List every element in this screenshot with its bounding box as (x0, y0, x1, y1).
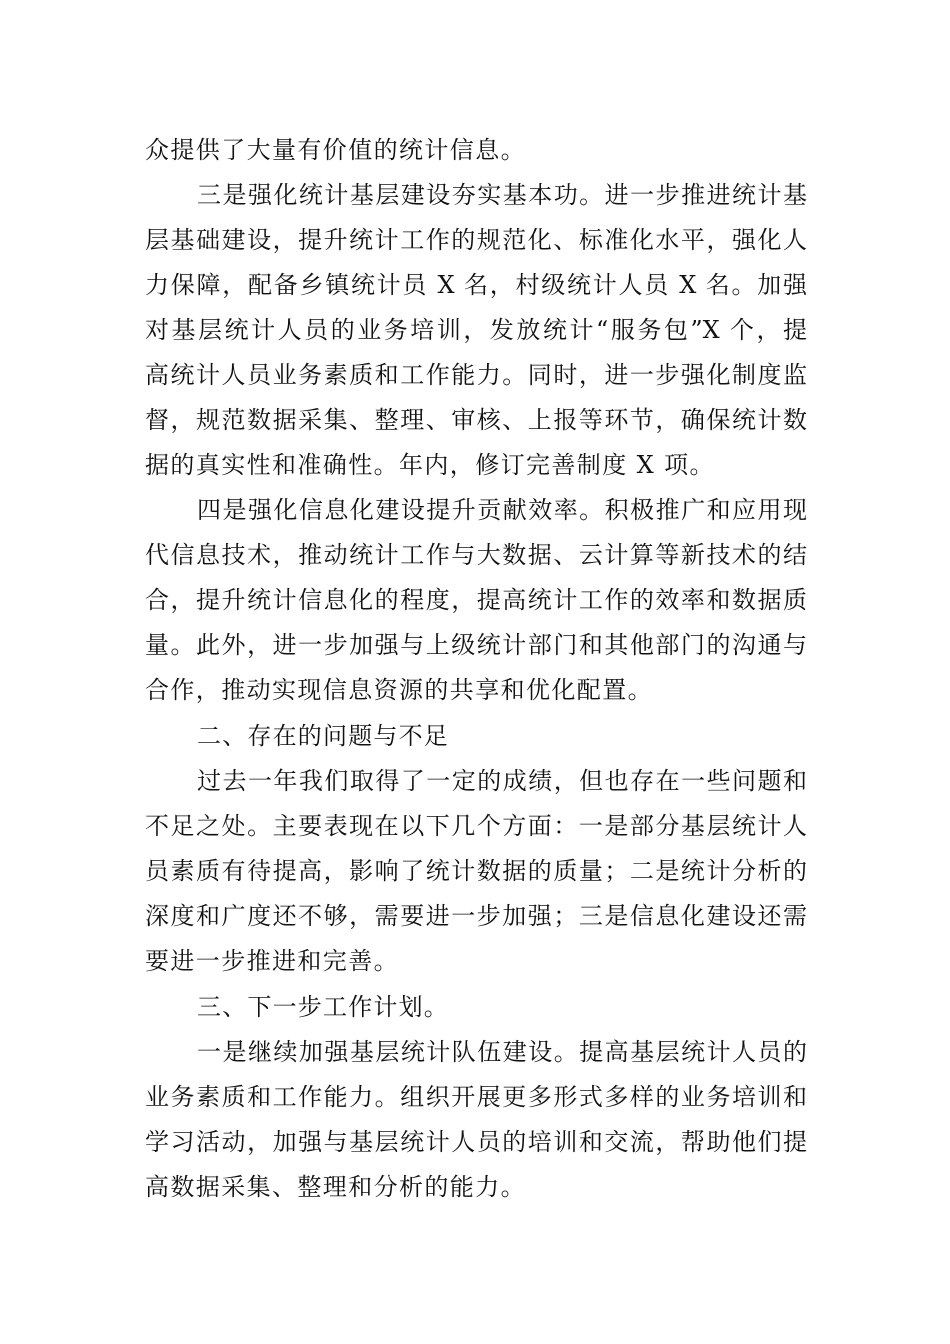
paragraph-line: 一是继续加强基层统计队伍建设。提高基层统计人员的 (197, 1038, 807, 1066)
paragraph-line: 高数据采集、整理和分析的能力。 (145, 1173, 526, 1201)
paragraph-line: 合，提升统计信息化的程度，提高统计工作的效率和数据质 (145, 586, 807, 614)
paragraph-line: 层基础建设，提升统计工作的规范化、标准化水平，强化人 (145, 226, 807, 254)
paragraph-line: 不足之处。主要表现在以下几个方面：一是部分基层统计人 (145, 812, 807, 840)
paragraph-line: 四是强化信息化建设提升贡献效率。积极推广和应用现 (197, 496, 807, 524)
paragraph-line: 对基层统计人员的业务培训，发放统计“服务包”X 个，提 (145, 316, 807, 344)
paragraph-line: 学习活动，加强与基层统计人员的培训和交流，帮助他们提 (145, 1128, 807, 1156)
paragraph-line: 深度和广度还不够，需要进一步加强；三是信息化建设还需 (145, 902, 807, 930)
paragraph-line: 业务素质和工作能力。组织开展更多形式多样的业务培训和 (145, 1083, 807, 1111)
paragraph-line: 代信息技术，推动统计工作与大数据、云计算等新技术的结 (145, 541, 807, 569)
section-heading: 三、下一步工作计划。 (197, 993, 449, 1021)
paragraph-line: 员素质有待提高，影响了统计数据的质量；二是统计分析的 (145, 857, 807, 885)
paragraph-line: 合作，推动实现信息资源的共享和优化配置。 (145, 676, 653, 704)
paragraph-line: 过去一年我们取得了一定的成绩，但也存在一些问题和 (197, 767, 807, 795)
paragraph-line: 高统计人员业务素质和工作能力。同时，进一步强化制度监 (145, 361, 807, 389)
paragraph-line: 据的真实性和准确性。年内，修订完善制度 X 项。 (145, 451, 715, 479)
paragraph-line: 力保障，配备乡镇统计员 X 名，村级统计人员 X 名。加强 (145, 271, 807, 299)
paragraph-line: 量。此外，进一步加强与上级统计部门和其他部门的沟通与 (145, 631, 807, 659)
paragraph-line: 三是强化统计基层建设夯实基本功。进一步推进统计基 (197, 181, 807, 209)
section-heading: 二、存在的问题与不足 (197, 722, 449, 750)
paragraph-line: 要进一步推进和完善。 (145, 947, 399, 975)
paragraph-line: 众提供了大量有价值的统计信息。 (145, 136, 526, 164)
paragraph-line: 督，规范数据采集、整理、审核、上报等环节，确保统计数 (145, 406, 807, 434)
